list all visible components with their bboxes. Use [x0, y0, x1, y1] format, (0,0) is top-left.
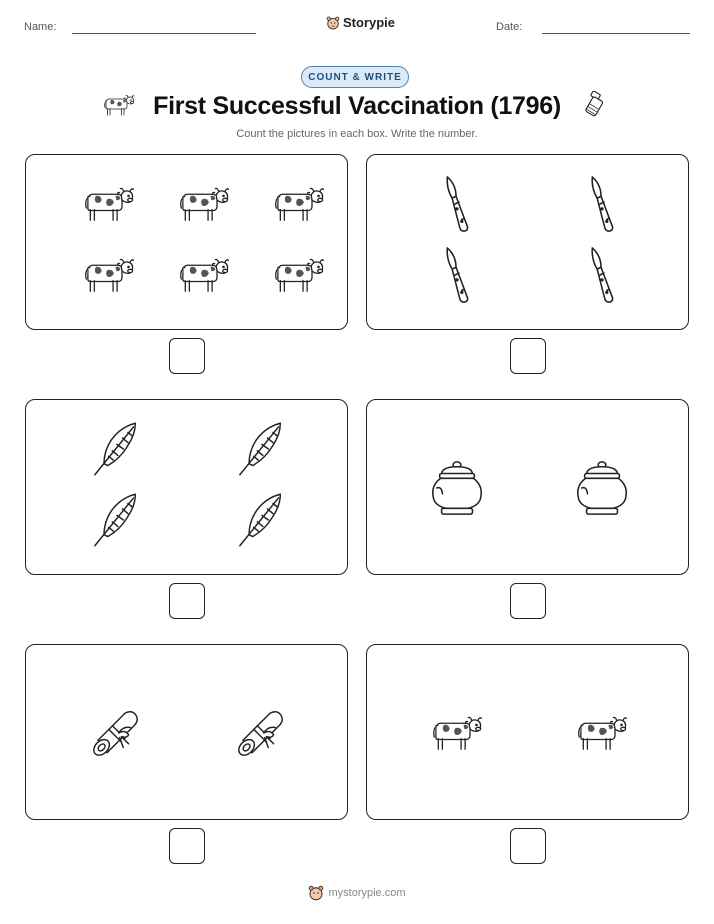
- counting-box: [366, 644, 689, 820]
- name-label: Name:: [24, 21, 57, 33]
- spotted-cow-icon: [178, 184, 230, 224]
- name-line[interactable]: [72, 33, 256, 34]
- counting-box: [366, 154, 689, 330]
- brand-name: Storypie: [343, 15, 396, 30]
- answer-box[interactable]: [169, 583, 205, 619]
- counting-box: [25, 644, 348, 820]
- counting-box: [25, 399, 348, 575]
- spotted-cow-icon: [83, 184, 135, 224]
- spotted-cow-icon: [178, 255, 230, 295]
- storypie-mascot-icon: [308, 885, 324, 901]
- storypie-mascot-icon: [326, 16, 340, 30]
- answer-box[interactable]: [169, 828, 205, 864]
- brand-logo: [326, 15, 395, 30]
- footer: [0, 885, 714, 901]
- spotted-cow-icon: [273, 255, 325, 295]
- rolled-scroll-icon: [89, 705, 143, 761]
- quill-feather-icon: [238, 492, 284, 548]
- quill-feather-icon: [93, 421, 139, 477]
- spotted-cow-icon: [431, 713, 483, 753]
- quill-feather-icon: [238, 421, 284, 477]
- spotted-cow-icon: [576, 713, 628, 753]
- footer-url[interactable]: mystorypie.com: [328, 887, 406, 899]
- spotted-cow-icon: [83, 255, 135, 295]
- vaccine-vial-icon: [583, 91, 611, 119]
- counting-box: [25, 154, 348, 330]
- activity-badge: COUNT & WRITE: [301, 66, 409, 88]
- answer-box[interactable]: [510, 828, 546, 864]
- answer-box[interactable]: [510, 338, 546, 374]
- date-line[interactable]: [542, 33, 690, 34]
- instructions: Count the pictures in each box. Write the number.: [236, 128, 478, 140]
- answer-box[interactable]: [510, 583, 546, 619]
- counting-box: [366, 399, 689, 575]
- lancet-knife-icon: [587, 246, 617, 304]
- lancet-knife-icon: [587, 175, 617, 233]
- lidded-jar-icon: [428, 458, 486, 518]
- quill-feather-icon: [93, 492, 139, 548]
- lidded-jar-icon: [573, 458, 631, 518]
- spotted-cow-icon: [273, 184, 325, 224]
- answer-box[interactable]: [169, 338, 205, 374]
- rolled-scroll-icon: [234, 705, 288, 761]
- date-label: Date:: [496, 21, 523, 33]
- lancet-knife-icon: [442, 246, 472, 304]
- page-title: First Successful Vaccination (1796): [153, 92, 561, 120]
- lancet-knife-icon: [442, 175, 472, 233]
